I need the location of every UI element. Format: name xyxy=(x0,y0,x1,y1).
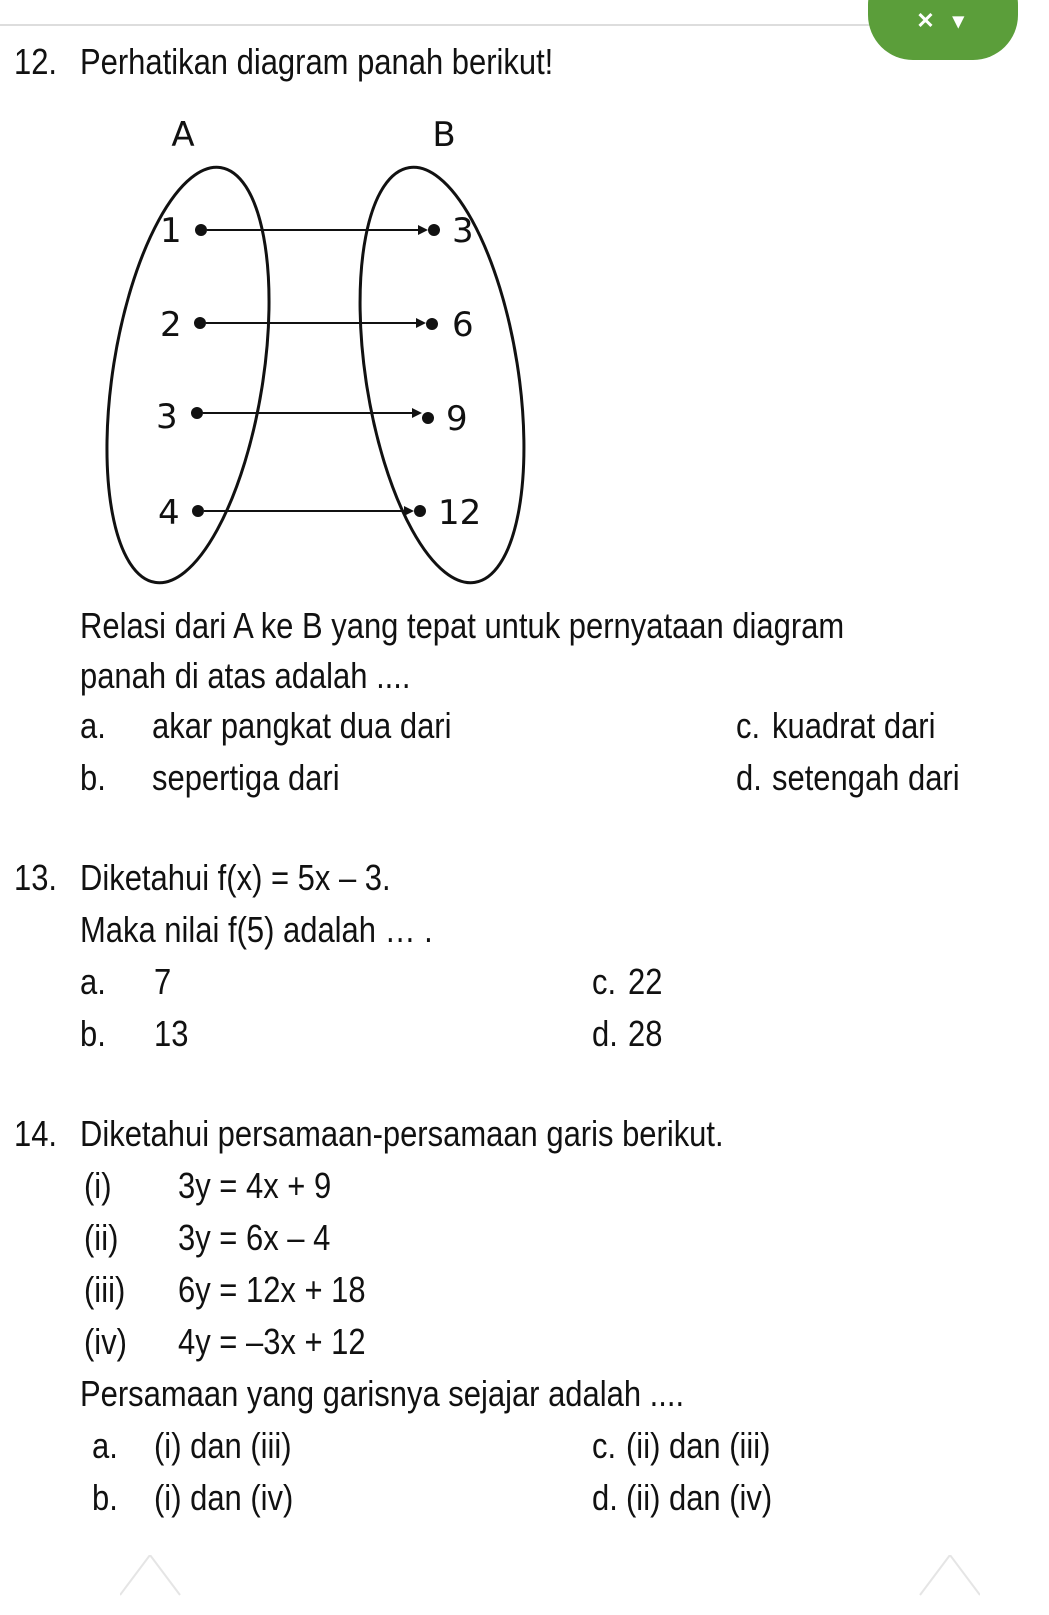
b-value-3: 3 xyxy=(452,211,474,251)
q14-eq-label-iii: (iii) xyxy=(84,1269,126,1310)
b-dot-3 xyxy=(422,412,434,424)
q14-prompt: Diketahui persamaan-persamaan garis berikut. xyxy=(80,1113,724,1154)
q14-option-a-letter: a. xyxy=(92,1425,118,1466)
a-value-4: 4 xyxy=(158,493,180,533)
q12-option-c[interactable]: kuadrat dari xyxy=(772,705,936,746)
q12-prompt: Perhatikan diagram panah berikut! xyxy=(80,41,554,82)
close-fab-button[interactable] xyxy=(868,0,1018,60)
set-a-ellipse xyxy=(81,156,295,594)
a-dot-2 xyxy=(194,317,206,329)
q13-option-a-letter: a. xyxy=(80,961,106,1002)
q14-eq-iv: 4y = –3x + 12 xyxy=(178,1321,366,1362)
b-dot-4 xyxy=(414,505,426,517)
set-b-label: B xyxy=(432,115,456,155)
q12-question-line1: Relasi dari A ke B yang tepat untuk pernyataan diagram xyxy=(80,605,845,646)
q14-number: 14. xyxy=(14,1113,58,1154)
q14-question: Persamaan yang garisnya sejajar adalah .... xyxy=(80,1373,685,1414)
q13-option-d-letter: d. xyxy=(592,1013,618,1054)
q14-eq-ii: 3y = 6x – 4 xyxy=(178,1217,331,1258)
q14-eq-label-ii: (ii) xyxy=(84,1217,119,1258)
q13-option-b[interactable]: 13 xyxy=(154,1013,189,1054)
a-value-3: 3 xyxy=(156,397,178,437)
q14-option-c[interactable]: (ii) dan (iii) xyxy=(626,1425,771,1466)
q14-option-c-letter: c. xyxy=(592,1425,617,1466)
bottom-edge-decoration xyxy=(120,1555,980,1615)
q12-option-a[interactable]: akar pangkat dua dari xyxy=(152,705,452,746)
q14-eq-iii: 6y = 12x + 18 xyxy=(178,1269,366,1310)
q14-option-b-letter: b. xyxy=(92,1477,118,1518)
b-value-6: 6 xyxy=(452,305,474,345)
q12-option-b[interactable]: sepertiga dari xyxy=(152,757,340,798)
top-divider xyxy=(0,24,880,26)
b-dot-2 xyxy=(426,318,438,330)
q12-option-d-letter: d. xyxy=(736,757,762,798)
b-value-9: 9 xyxy=(446,399,468,439)
q12-option-b-letter: b. xyxy=(80,757,106,798)
b-value-12: 12 xyxy=(438,493,482,533)
q13-option-c[interactable]: 22 xyxy=(628,961,663,1002)
q14-option-d-letter: d. xyxy=(592,1477,618,1518)
x-icon: ✕ ▾ xyxy=(916,8,970,33)
q13-line1: Diketahui f(x) = 5x – 3. xyxy=(80,857,391,898)
q12-option-a-letter: a. xyxy=(80,705,106,746)
q12-question-line2: panah di atas adalah .... xyxy=(80,655,411,696)
q12-option-c-letter: c. xyxy=(736,705,761,746)
a-dot-3 xyxy=(191,407,203,419)
arrow-diagram xyxy=(0,100,560,600)
q14-option-b[interactable]: (i) dan (iv) xyxy=(154,1477,294,1518)
q12-number: 12. xyxy=(14,41,58,82)
q13-line2: Maka nilai f(5) adalah … . xyxy=(80,909,433,950)
q14-eq-i: 3y = 4x + 9 xyxy=(178,1165,332,1206)
a-dot-4 xyxy=(192,505,204,517)
set-a-label: A xyxy=(171,115,195,155)
a-value-2: 2 xyxy=(160,305,182,345)
q13-option-a[interactable]: 7 xyxy=(154,961,172,1002)
q13-option-b-letter: b. xyxy=(80,1013,106,1054)
a-value-1: 1 xyxy=(160,211,182,251)
q12-option-d[interactable]: setengah dari xyxy=(772,757,960,798)
b-dot-1 xyxy=(428,224,440,236)
q13-number: 13. xyxy=(14,857,58,898)
q14-eq-label-i: (i) xyxy=(84,1165,112,1206)
q14-eq-label-iv: (iv) xyxy=(84,1321,127,1362)
q14-option-d[interactable]: (ii) dan (iv) xyxy=(626,1477,773,1518)
a-dot-1 xyxy=(195,224,207,236)
q13-option-c-letter: c. xyxy=(592,961,617,1002)
q14-option-a[interactable]: (i) dan (iii) xyxy=(154,1425,292,1466)
q13-option-d[interactable]: 28 xyxy=(628,1013,663,1054)
